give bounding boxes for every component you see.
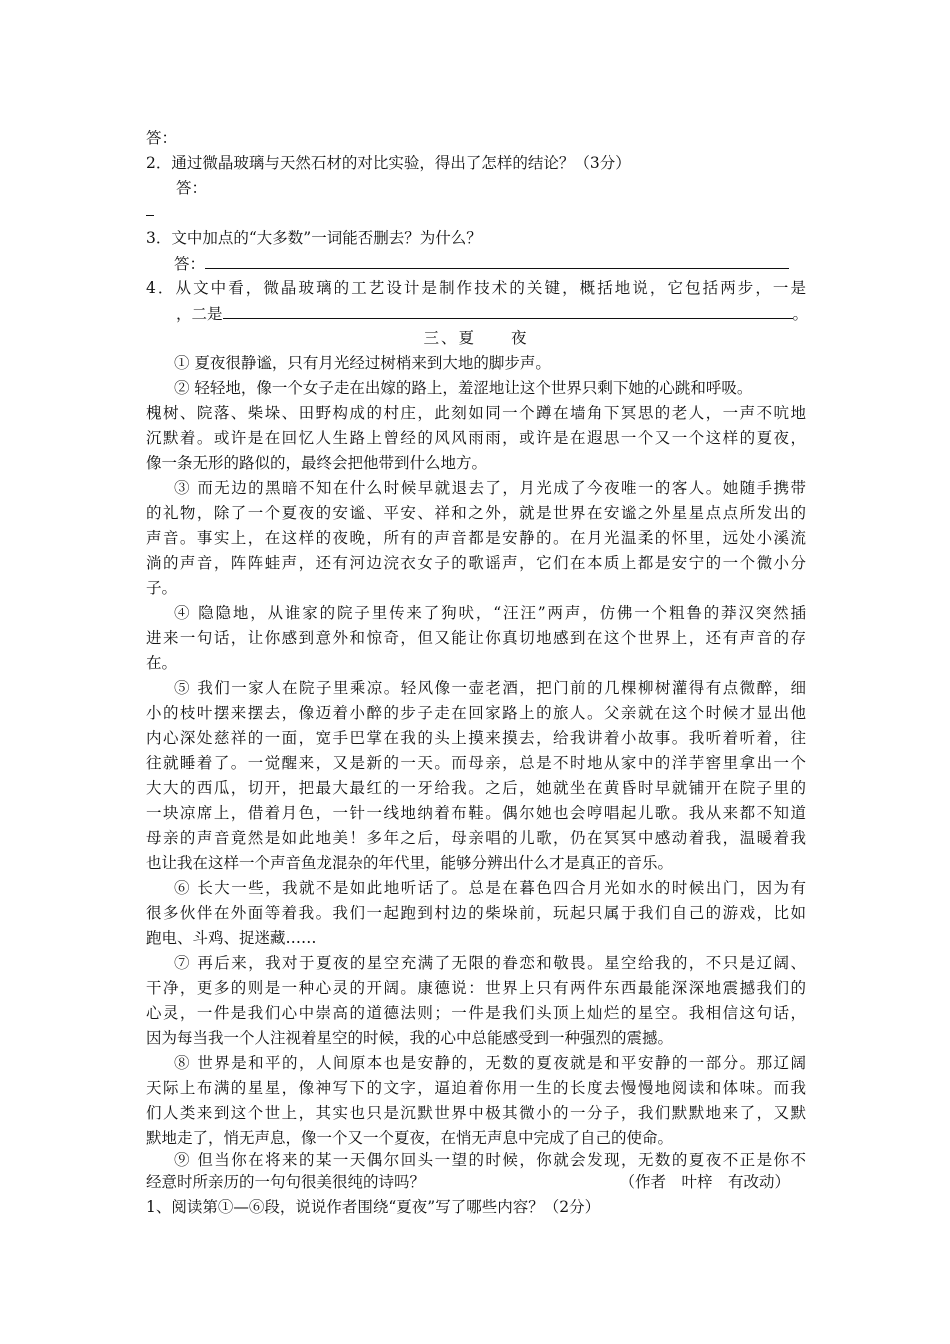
essay-line: ⑥ 长大一些，我就不是如此地听话了。总是在暮色四合月光如水的时候出门，因为有 — [174, 879, 806, 897]
question-2: 2．通过微晶玻璃与天然石材的对比实验，得出了怎样的结论？（3分） — [146, 154, 631, 172]
essay-line: 们人类来到这个世上，其实也只是沉默世界中极其微小的一分子，我们默默地来了，又默 — [146, 1104, 806, 1122]
essay-line: 干净，更多的则是一种心灵的开阔。康德说：世界上只有两件东西最能深深地震撼我们的 — [146, 979, 806, 997]
essay-line: 因为每当我一个人注视着星空的时候，我的心中总能感受到一种强烈的震撼。 — [146, 1029, 674, 1047]
essay-line: 大大的西瓜，切开，把最大最红的一牙给我。之后，她就坐在黄昏时早就铺开在院子里的 — [146, 779, 806, 797]
answer-line-2: 答： — [176, 179, 208, 197]
essay-line: 一块凉席上，借着月色，一针一线地纳着布鞋。偶尔她也会哼唱起儿歌。我从来都不知道 — [146, 804, 806, 822]
essay-line: ④ 隐隐地，从谁家的院子里传来了狗吠，“汪汪”两声，仿佛一个粗鲁的莽汉突然插 — [174, 604, 806, 622]
essay-line: 声音。事实上，在这样的夜晚，所有的声音都是安静的。在月光温柔的怀里，远处小溪流 — [146, 529, 806, 547]
essay-line: 心灵，一件是我们心中崇高的道德法则；一件是我们头顶上灿烂的星空。我相信这句话， — [146, 1004, 806, 1022]
essay-title: 三、夏 夜 — [423, 329, 529, 347]
essay-line: 子。 — [146, 579, 178, 597]
essay-line: 像一条无形的路似的，最终会把他带到什么地方。 — [146, 454, 488, 472]
essay-line: 进来一句话，让你感到意外和惊奇，但又能让你真切地感到在这个世界上，还有声音的存 — [146, 629, 806, 647]
essay-line: ⑨ 但当你在将来的某一天偶尔回头一望的时候，你就会发现，无数的夏夜不正是你不 — [174, 1151, 806, 1169]
essay-line: 沉默着。或许是在回忆人生路上曾经的风风雨雨，或许是在遐思一个又一个这样的夏夜， — [146, 429, 806, 447]
essay-line: 内心深处慈祥的一面，宽手巴掌在我的头上摸来摸去，给我讲着小故事。我听着听着，往 — [146, 729, 806, 747]
essay-line: 默地走了，悄无声息，像一个又一个夏夜，在悄无声息中完成了自己的使命。 — [146, 1129, 674, 1147]
essay-line: 在。 — [146, 654, 178, 672]
essay-line: 跑电、斗鸡、捉迷藏…… — [146, 929, 317, 947]
answer-blank — [223, 301, 793, 319]
essay-line: 天际上布满的星星，像神写下的文字，逼迫着你用一生的长度去慢慢地阅读和体味。而我 — [146, 1079, 806, 1097]
essay-line: 很多伙伴在外面等着我。我们一起跑到村边的柴垛前，玩起只属于我们自己的游戏，比如 — [146, 904, 806, 922]
essay-line: 槐树、院落、柴垛、田野构成的村庄，此刻如同一个蹲在墙角下冥思的老人，一声不吭地 — [146, 404, 806, 422]
essay-line: ③ 而无边的黑暗不知在什么时候早就退去了，月光成了今夜唯一的客人。她随手携带 — [174, 479, 806, 497]
question-4-line-1: 4．从文中看，微晶玻璃的工艺设计是制作技术的关键，概括地说，它包括两步，一是 — [146, 279, 806, 297]
essay-line: 的礼物，除了一个夏夜的安谧、平安、祥和之外，就是世界在安谧之外星星点点所发出的 — [146, 504, 806, 522]
essay-line: ⑤ 我们一家人在院子里乘凉。轻风像一壶老酒，把门前的几棵柳树灌得有点微醉，细 — [174, 679, 806, 697]
answer-line-1: 答： — [146, 129, 178, 147]
essay-line: 经意时所亲历的一句句很美很纯的诗吗？ — [146, 1173, 426, 1191]
essay-line: ⑦ 再后来，我对于夏夜的星空充满了无限的眷恋和敬畏。星空给我的，不只是辽阔、 — [174, 954, 806, 972]
reading-question-1: 1、阅读第①—⑥段，说说作者围绕“夏夜”写了哪些内容？（2分） — [146, 1198, 601, 1216]
q4-end: 。 — [792, 305, 809, 323]
answer-label: 答： — [174, 255, 206, 273]
q4-part: ，二是 — [176, 305, 223, 323]
answer-blank — [205, 251, 789, 269]
essay-line: 小的枝叶摆来摆去，像迈着小醉的步子走在回家路上的旅人。父亲就在这个时候才显出他 — [146, 704, 806, 722]
answer-blank-mark — [146, 215, 154, 216]
answer-line-3 — [174, 251, 834, 276]
essay-line: ② 轻轻地，像一个女子走在出嫁的路上，羞涩地让这个世界只剩下她的心跳和呼吸。 — [174, 379, 753, 397]
essay-line: 也让我在这样一个声音鱼龙混杂的年代里，能够分辨出什么才是真正的音乐。 — [146, 854, 674, 872]
essay-line: 母亲的声音竟然是如此地美！多年之后，母亲唱的儿歌，仍在冥冥中感动着我，温暖着我 — [146, 829, 806, 847]
essay-line: 淌的声音，阵阵蛙声，还有河边浣衣女子的歌谣声，它们在本质上都是安宁的一个微小分 — [146, 554, 806, 572]
essay-line: ⑧ 世界是和平的，人间原本也是安静的，无数的夏夜就是和平安静的一部分。那辽阔 — [174, 1054, 806, 1072]
question-3: 3．文中加点的“大多数”一词能否删去？为什么？ — [146, 229, 482, 247]
essay-line: 往就睡着了。一觉醒来，又是新的一天。而母亲，总是不时地从家中的洋芋窖里拿出一个 — [146, 754, 806, 772]
question-4-line-2 — [176, 301, 836, 326]
essay-line: ① 夏夜很静谧，只有月光经过树梢来到大地的脚步声。 — [174, 354, 551, 372]
author-credit: （作者 叶梓 有改动） — [619, 1173, 790, 1191]
